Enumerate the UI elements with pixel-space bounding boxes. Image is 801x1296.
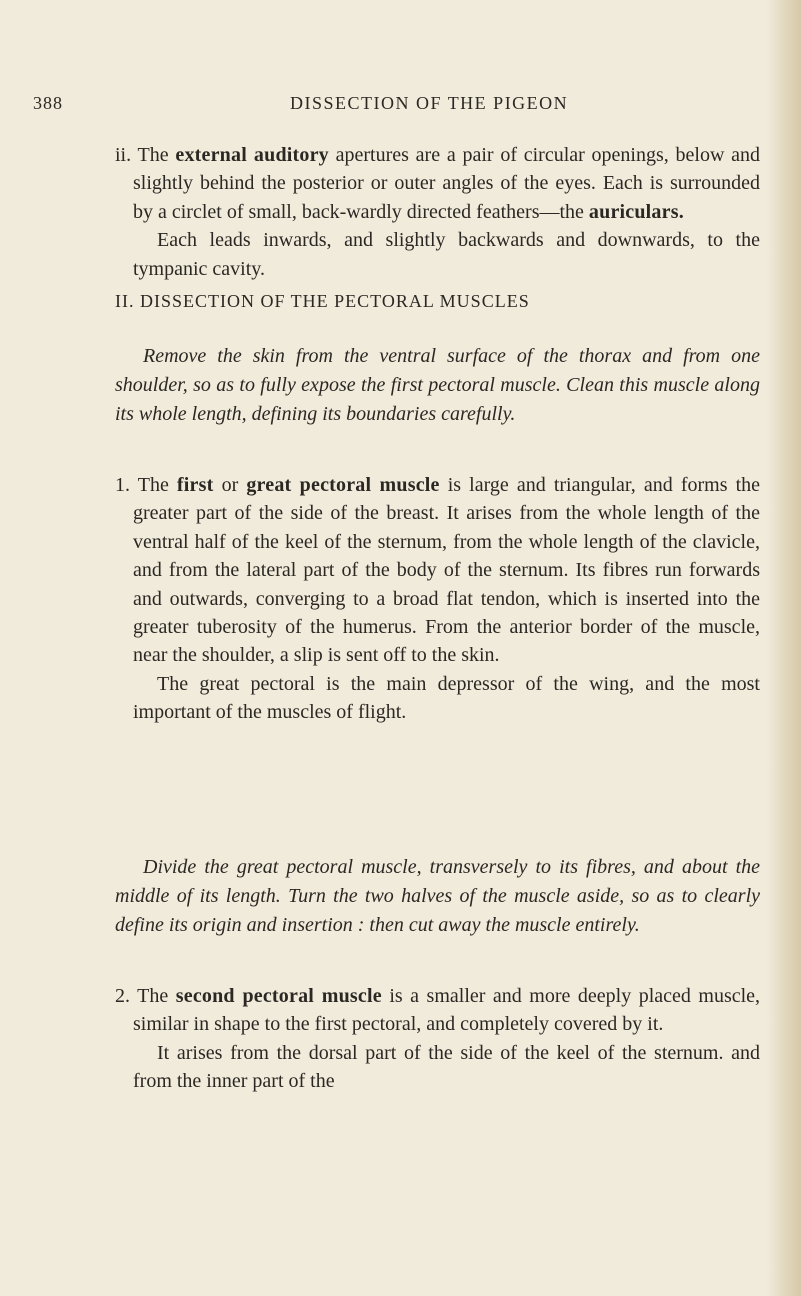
item-ii-continuation: Each leads inwards, and slightly backwards and downwards, to the tympanic cavity.	[133, 229, 760, 280]
item-ii-label: ii.	[115, 144, 132, 166]
section-heading: II. DISSECTION OF THE PECTORAL MUSCLES	[115, 291, 530, 311]
item-ii-text: apertures are a pair of circular openings, below and slightly behind the posterior or outer angles of the eyes. Each is surrounded by a circlet of small, back-wardly directed feathers—the	[133, 144, 761, 223]
item-2-continuation: It arises from the dorsal part of the side of the keel of the sternum. and from the inner part of the	[133, 1041, 760, 1093]
item-1	[115, 471, 760, 727]
item-1-label: 1.	[115, 474, 130, 496]
item-2	[115, 982, 760, 1096]
item-ii-paragraph	[115, 141, 760, 226]
item-2-lead: The	[137, 985, 169, 1007]
item-1-term2: great pectoral muscle	[246, 474, 440, 496]
item-1-text: is large and triangular, and forms the greater part of the side of the breast. It arises from the whole length of the ventral half of the keel of the sternum, from the whole length of the clavicle, and from the lateral part of the body of the sternum. Its fibres run forwards and outwards, converging to a broad flat tendon, which is inserted into the greater tuberosity of the humerus. From the anterior border of the muscle, near the shoulder, a slip is sent off to the skin.	[133, 474, 761, 667]
item-1-paragraph	[115, 471, 760, 670]
page-number: 388	[33, 93, 63, 113]
item-2-term: second pectoral muscle	[175, 985, 382, 1007]
item-2-text: is a smaller and more deeply placed muscle, similar in shape to the first pectoral, and completely covered by it.	[133, 985, 761, 1036]
item-1-term: first	[176, 474, 214, 496]
item-ii	[115, 141, 760, 283]
item-1-or: or	[221, 474, 239, 496]
item-ii-term2: auriculars.	[588, 200, 684, 223]
running-title: DISSECTION OF THE PIGEON	[290, 93, 569, 113]
item-2-paragraph	[115, 982, 760, 1039]
item-1-continuation: The great pectoral is the main depressor of the wing, and the most important of the muscles of flight.	[133, 672, 760, 724]
item-2-label: 2.	[115, 985, 130, 1007]
instruction-1: Remove the skin from the ventral surface of the thorax and from one shoulder, so as to fully expose the first pectoral muscle. Clean this muscle along its whole length, defining its boundaries carefully.	[115, 345, 760, 425]
page-edge-shadow	[767, 0, 801, 1296]
item-ii-term: external auditory	[175, 144, 329, 166]
item-1-lead: The	[137, 474, 169, 496]
instruction-2: Divide the great pectoral muscle, transversely to its fibres, and about the middle of its length. Turn the two halves of the muscle aside, so as to clearly define its origin and insertion : then cut away the muscle entirely.	[115, 856, 760, 936]
item-ii-lead: The	[137, 144, 169, 166]
